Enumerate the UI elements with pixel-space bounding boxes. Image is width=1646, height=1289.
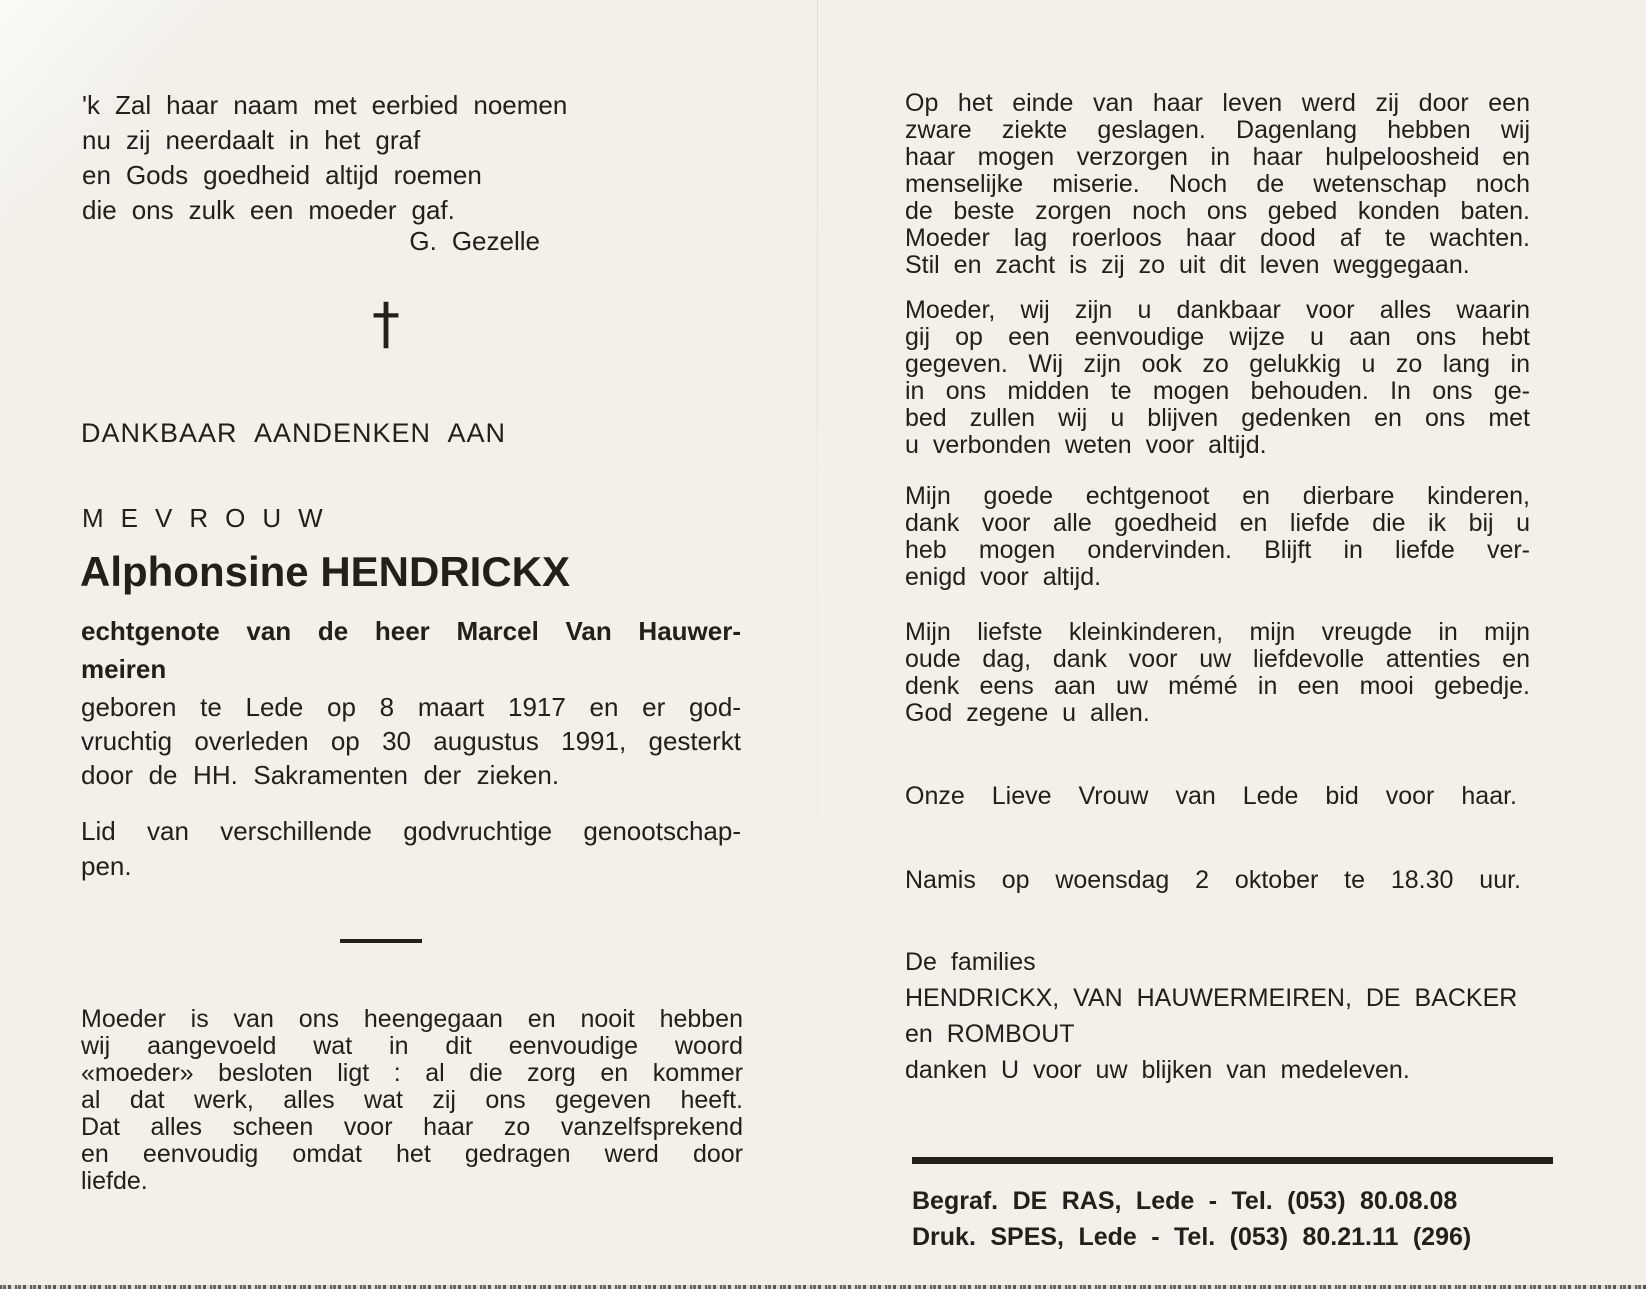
grandchildren-paragraph [905, 619, 1530, 727]
text-line: zware ziekte geslagen. Dagenlang hebben wij [905, 116, 1530, 144]
poem [82, 88, 742, 228]
text-line: liefde. [81, 1167, 148, 1195]
text-line: Op het einde van haar leven werd zij door een [905, 89, 1530, 117]
text-line: danken U voor uw blijken van medeleven. [905, 1056, 1410, 1084]
text-line: HENDRICKX, VAN HAUWERMEIREN, DE BACKER [905, 984, 1518, 1012]
text-line: God zegene u allen. [905, 699, 1150, 727]
divider-rule [340, 939, 422, 943]
birth-death-info [81, 690, 741, 792]
cross-icon: † [372, 292, 400, 357]
text-line: die ons zulk een moeder gaf. [82, 195, 455, 225]
text-line: en ROMBOUT [905, 1020, 1075, 1048]
separator-rule [912, 1157, 1553, 1164]
text-line: Dat alles scheen voor haar zo vanzelfsprekend [81, 1113, 743, 1141]
text-line: Begraf. DE RAS, Lede - Tel. (053) 80.08.08 [912, 1187, 1458, 1215]
text-line: Mijn goede echtgenoot en dierbare kinderen, [905, 482, 1530, 510]
text-line: wij aangevoeld wat in dit eenvoudige woord [81, 1032, 743, 1060]
illness-paragraph [905, 90, 1530, 279]
text-line: u verbonden weten voor altijd. [905, 431, 1267, 459]
text-line: door de HH. Sakramenten der zieken. [81, 760, 560, 790]
text-line: en Gods goedheid altijd roemen [82, 160, 482, 190]
text-line: geboren te Lede op 8 maart 1917 en er god- [81, 692, 741, 722]
text-line: Moeder is van ons heengegaan en nooit hebben [81, 1005, 743, 1033]
prayer-invocation: Onze Lieve Vrouw van Lede bid voor haar. [905, 782, 1517, 810]
text-line: gij op een eenvoudige wijze u aan ons hebt [905, 323, 1530, 351]
fold-line [817, 0, 818, 880]
honorific-title: MEVROUW [82, 503, 340, 533]
text-line: meiren [81, 654, 167, 684]
undertaker-printer-info [912, 1183, 1553, 1255]
text-line: heb mogen ondervinden. Blijft in liefde ver- [905, 536, 1530, 564]
text-line: Stil en zacht is zij zo uit dit leven weggegaan. [905, 251, 1470, 279]
mass-announcement: Namis op woensdag 2 oktober te 18.30 uur. [905, 866, 1521, 894]
text-line: 'k Zal haar naam met eerbied noemen [82, 90, 568, 120]
text-line: menselijke miserie. Noch de wetenschap noch [905, 170, 1530, 198]
text-line: de beste zorgen noch ons gebed konden baten. [905, 197, 1530, 225]
text-line: Druk. SPES, Lede - Tel. (053) 80.21.11 (296) [912, 1223, 1472, 1251]
text-line: vruchtig overleden op 30 augustus 1991, gesterkt [81, 726, 741, 756]
text-line: dank voor alle goedheid en liefde die ik bij u [905, 509, 1530, 537]
text-line: Lid van verschillende godvruchtige genootschap- [81, 816, 741, 846]
deceased-name: Alphonsine HENDRICKX [80, 548, 571, 595]
text-line: enigd voor altijd. [905, 563, 1102, 591]
text-line: in ons midden te mogen behouden. In ons ge- [905, 377, 1530, 405]
text-line: pen. [81, 851, 132, 881]
text-line: De families [905, 948, 1036, 976]
text-line: haar mogen verzorgen in haar hulpeloosheid en [905, 143, 1530, 171]
text-line: nu zij neerdaalt in het graf [82, 125, 421, 155]
text-line: gegeven. Wij zijn ook zo gelukkig u zo lang in [905, 350, 1530, 378]
text-line: Moeder lag roerloos haar dood af te wachten. [905, 224, 1530, 252]
text-line: denk eens aan uw mémé in een mooi gebedje. [905, 672, 1530, 700]
dedication-heading: DANKBAAR AANDENKEN AAN [81, 418, 507, 448]
mother-tribute-paragraph [81, 1006, 743, 1195]
text-line: al dat werk, alles wat zij ons gegeven heeft. [81, 1086, 743, 1114]
text-line: Moeder, wij zijn u dankbaar voor alles waarin [905, 296, 1530, 324]
text-line: echtgenote van de heer Marcel Van Hauwer- [81, 616, 741, 646]
text-line: bed zullen wij u blijven gedenken en ons met [905, 404, 1530, 432]
membership-info [81, 814, 741, 884]
spouse-info [81, 612, 741, 688]
scan-bottom-edge [0, 1285, 1646, 1289]
text-line: «moeder» besloten ligt : al die zorg en kommer [81, 1059, 743, 1087]
text-line: Mijn liefste kleinkinderen, mijn vreugde in mijn [905, 618, 1530, 646]
husband-children-paragraph [905, 483, 1530, 591]
text-line: oude dag, dank voor uw liefdevolle attenties en [905, 645, 1530, 673]
poem-author: G. Gezelle [409, 226, 540, 256]
text-line: en eenvoudig omdat het gedragen werd door [81, 1140, 743, 1168]
families-thanks-block [905, 944, 1545, 1088]
gratitude-paragraph [905, 297, 1530, 459]
